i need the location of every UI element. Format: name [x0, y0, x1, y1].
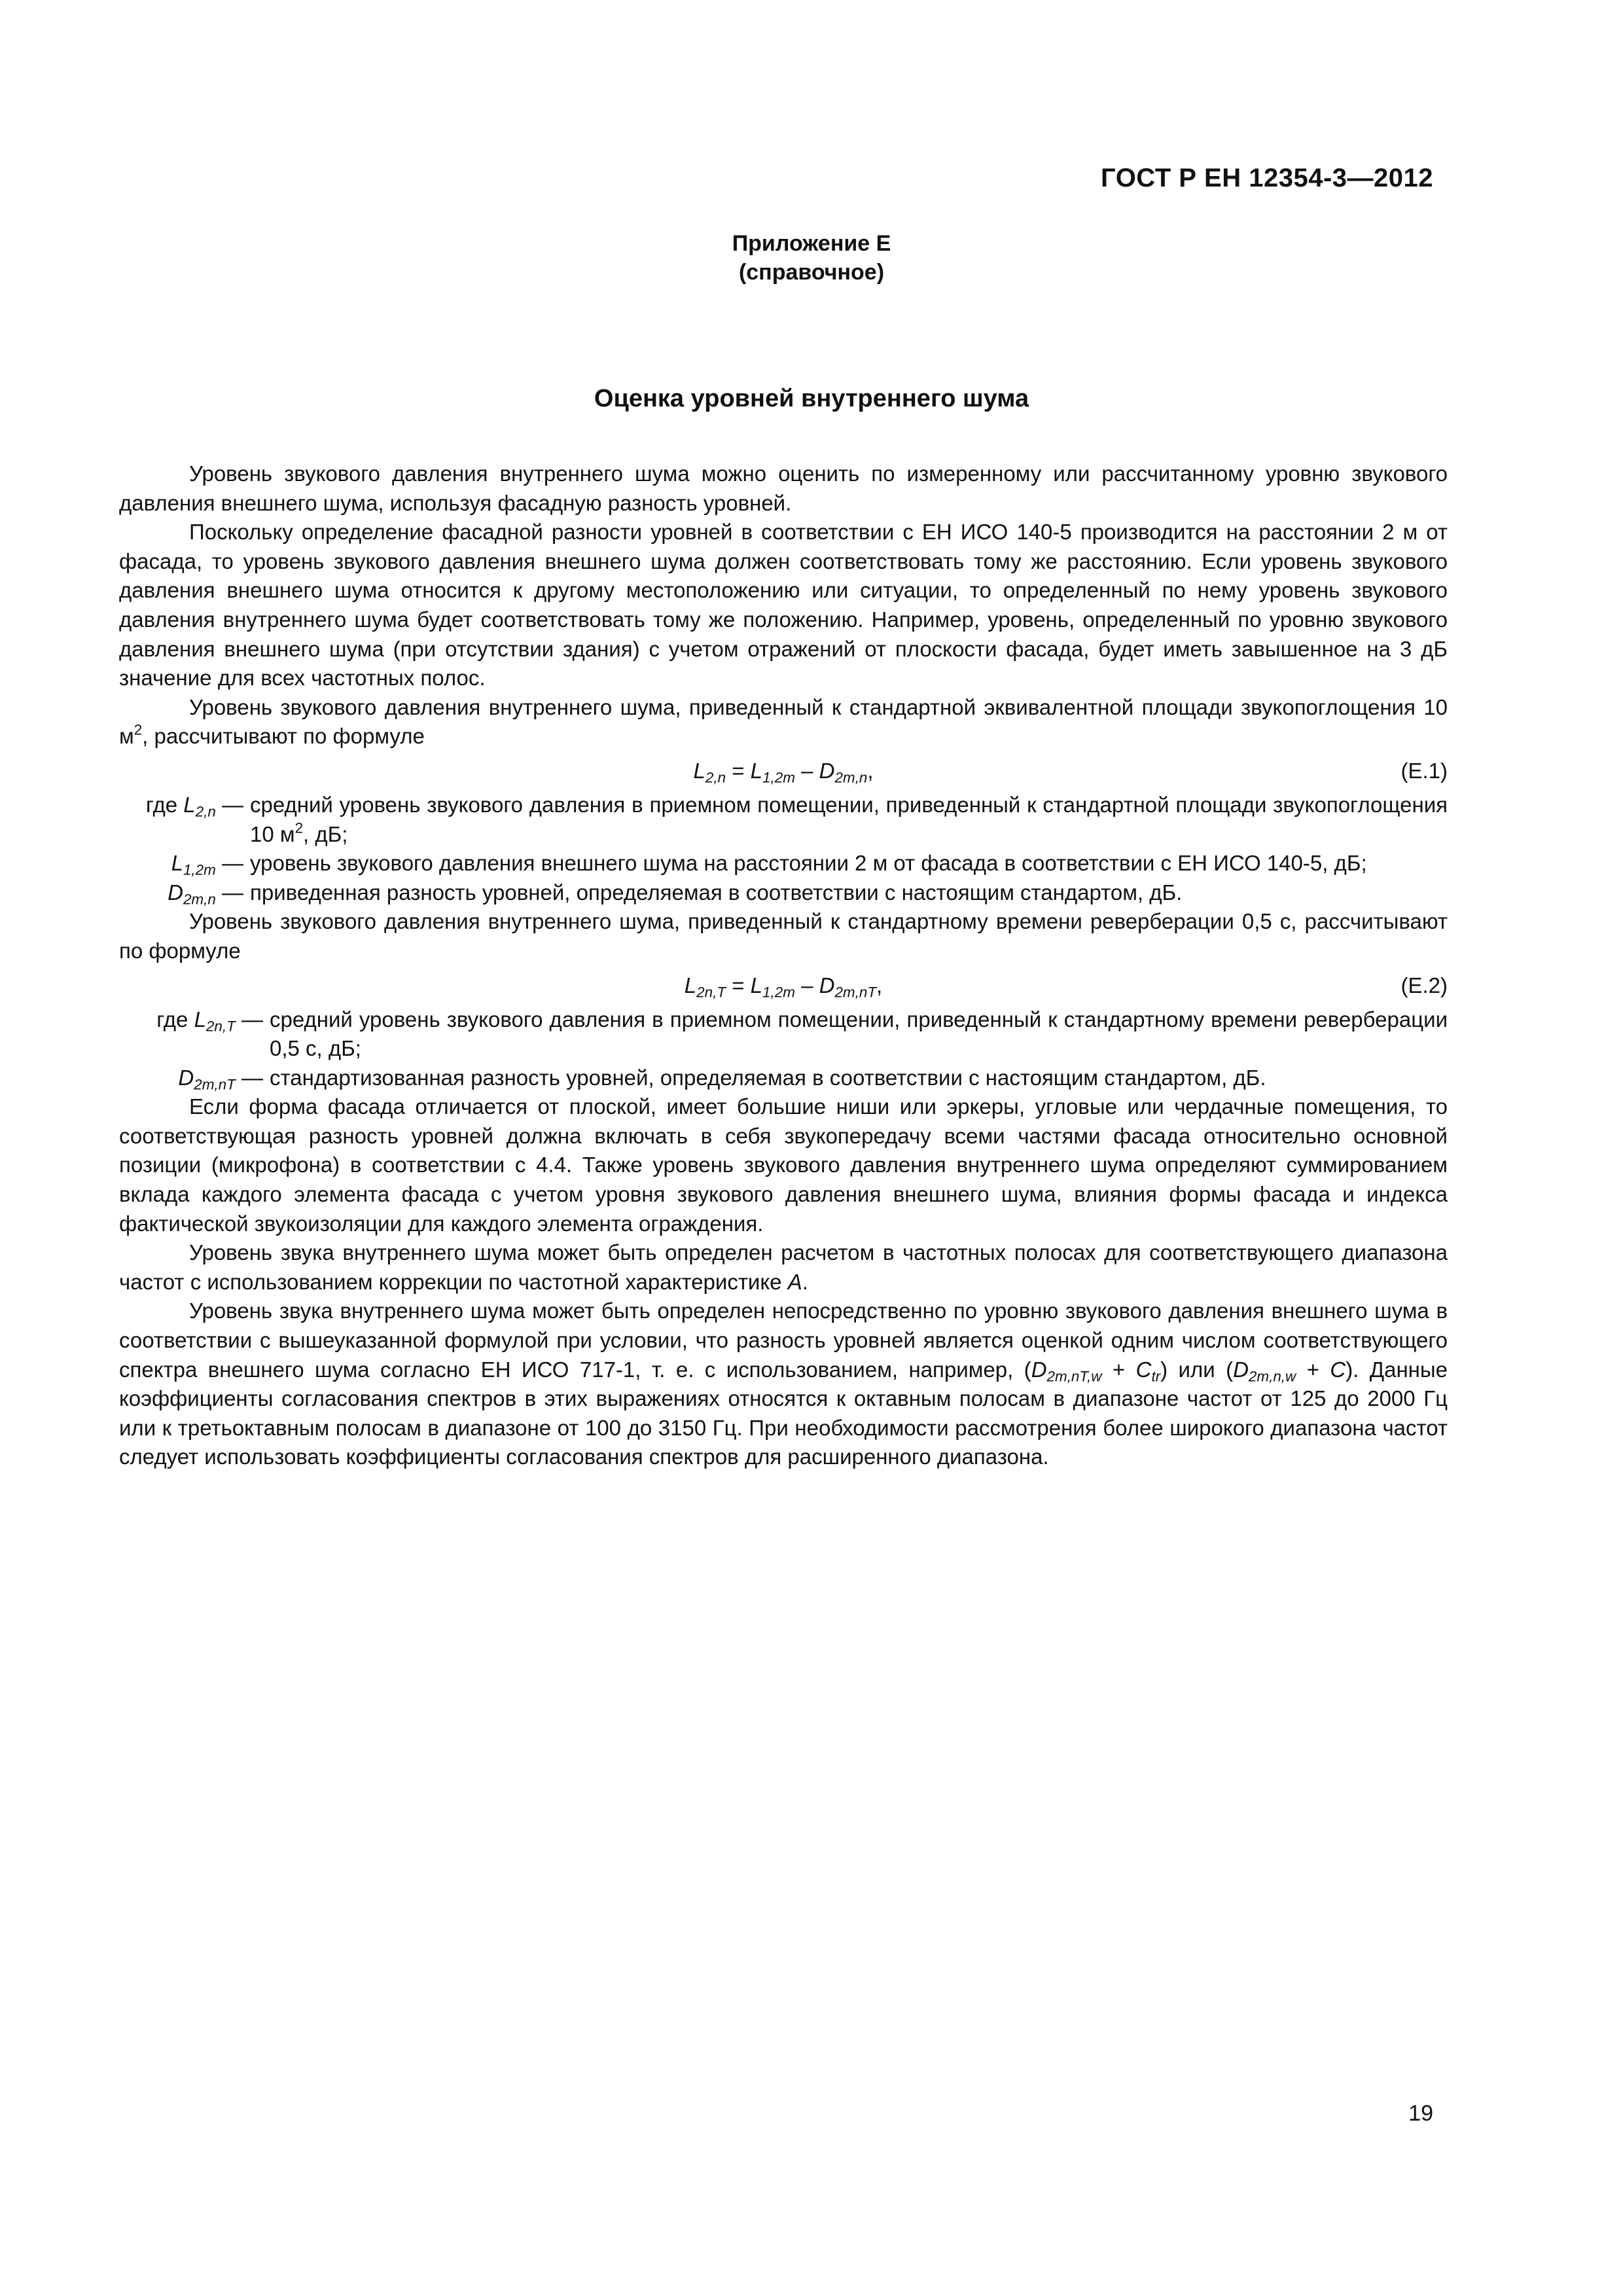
- annex-heading: [0, 229, 1623, 287]
- definition-item: [119, 791, 1448, 849]
- definition-item: [119, 1005, 1448, 1064]
- paragraph: Уровень звука внутреннего шума может быть определен непосредственно по уровню звукового давления внешнего шума в соответствии с вышеуказанной формулой при условии, что разность уровней является оценкой одним числом соответствующего спектра внешнего шума согласно ЕН ИСО 717-1, т. е. с использованием, например, $(D_{2m,nT,w} + C_{tr})$ или $(D_{2m,n,w} + C)$. Данные коэффициенты согласования спектров в этих выражениях относятся к октавным полосам в диапазоне частот от 125 до 2000 Гц или к третьоктавным полосам в диапазоне от 100 до 3150 Гц. При необходимости рассмотрения более широкого диапазона частот следует использовать коэффициенты согласования спектров для расширенного диапазона.: [119, 1299, 1448, 1469]
- paragraph: Уровень звука внутреннего шума может быть определен расчетом в частотных полосах для соответствующего диапазона частот с использованием коррекции по частотной характеристике A.: [119, 1240, 1448, 1294]
- definitions-e2: [119, 1005, 1448, 1093]
- paragraph: Уровень звукового давления внутреннего шума, приведенный к стандартному времени реверберации 0,5 с, рассчитывают по формуле: [119, 909, 1448, 963]
- annex-label: Приложение Е: [732, 231, 891, 256]
- formula-expression: $L_{2n,T} = L_{1,2m} - D_{2m,nT}$,: [684, 973, 883, 1001]
- definition-text: средний уровень звукового давления в приемном помещении, приведенный к стандартному времени реверберации 0,5 с, дБ;: [270, 1007, 1448, 1061]
- definition-term: где $L_{2n,T}$ —: [156, 1007, 263, 1035]
- definition-term: $D_{2m,nT}$ —: [178, 1065, 263, 1093]
- paragraph: Уровень звукового давления внутреннего шума можно оценить по измеренному или рассчитанному уровню звукового давления внешнего шума, используя фасадную разность уровней.: [119, 461, 1448, 515]
- definition-text: средний уровень звукового давления в приемном помещении, приведенный к стандартной площади звукопоглощения 10 $м^2$, дБ;: [250, 792, 1448, 846]
- paragraph: Уровень звукового давления внутреннего шума, приведенный к стандартной эквивалентной площади звукопоглощения 10 $м^2$, рассчитывают по формуле: [119, 694, 1448, 749]
- definition-term: $D_{2m,n}$ —: [168, 880, 243, 908]
- definition-term: где $L_{2,n}$ —: [145, 792, 243, 820]
- paragraph: Поскольку определение фасадной разности уровней в соответствии с ЕН ИСО 140-5 производится на расстоянии 2 м от фасада, то уровень звукового давления внешнего шума должен соответствовать тому же расстоянию. Если уровень звукового давления внешнего шума относится к другому местоположению или ситуации, то определенный по нему уровень звукового давления внутреннего шума будет соответствовать тому же положению. Например, уровень, определенный по уровню звукового давления внешнего шума (при отсутствии здания) с учетом отражений от плоскости фасада, будет иметь завышенное на 3 дБ значение для всех частотных полос.: [119, 520, 1448, 691]
- definition-item: [119, 849, 1448, 878]
- standard-code: ГОСТ Р ЕН 12354-3—2012: [1101, 164, 1433, 192]
- definition-text: приведенная разность уровней, определяемая в соответствии с настоящим стандартом, дБ.: [250, 880, 1183, 905]
- definition-item: [119, 878, 1448, 908]
- formula-e1: [119, 751, 1448, 791]
- formula-e2: [119, 966, 1448, 1005]
- definition-item: [119, 1064, 1448, 1093]
- formula-number: (Е.1): [1400, 758, 1448, 783]
- document-body: [119, 459, 1448, 1472]
- page-number: 19: [1408, 2101, 1433, 2126]
- definitions-e1: [119, 791, 1448, 907]
- paragraph: Если форма фасада отличается от плоской, имеет большие ниши или эркеры, угловые или чердачные помещения, то соответствующая разность уровней должна включать в себя звукопередачу всеми частями фасада относительно основной позиции (микрофона) в соответствии с 4.4. Также уровень звукового давления внутреннего шума определяют суммированием вклада каждого элемента фасада с учетом уровня звукового давления внешнего шума, влияния формы фасада и индекса фактической звукоизоляции для каждого элемента ограждения.: [119, 1094, 1448, 1236]
- definition-term: $L_{1,2m}$ —: [171, 851, 243, 878]
- definition-text: стандартизованная разность уровней, определяемая в соответствии с настоящим стандартом, дБ.: [270, 1065, 1266, 1090]
- formula-number: (Е.2): [1400, 973, 1448, 997]
- formula-expression: $L_{2,n} = L_{1,2m} - D_{2m,n}$,: [693, 758, 874, 786]
- definition-text: уровень звукового давления внешнего шума на расстоянии 2 м от фасада в соответствии с ЕН ИСО 140-5, дБ;: [250, 851, 1367, 876]
- section-title: Оценка уровней внутреннего шума: [594, 385, 1029, 412]
- annex-type: (справочное): [738, 260, 885, 285]
